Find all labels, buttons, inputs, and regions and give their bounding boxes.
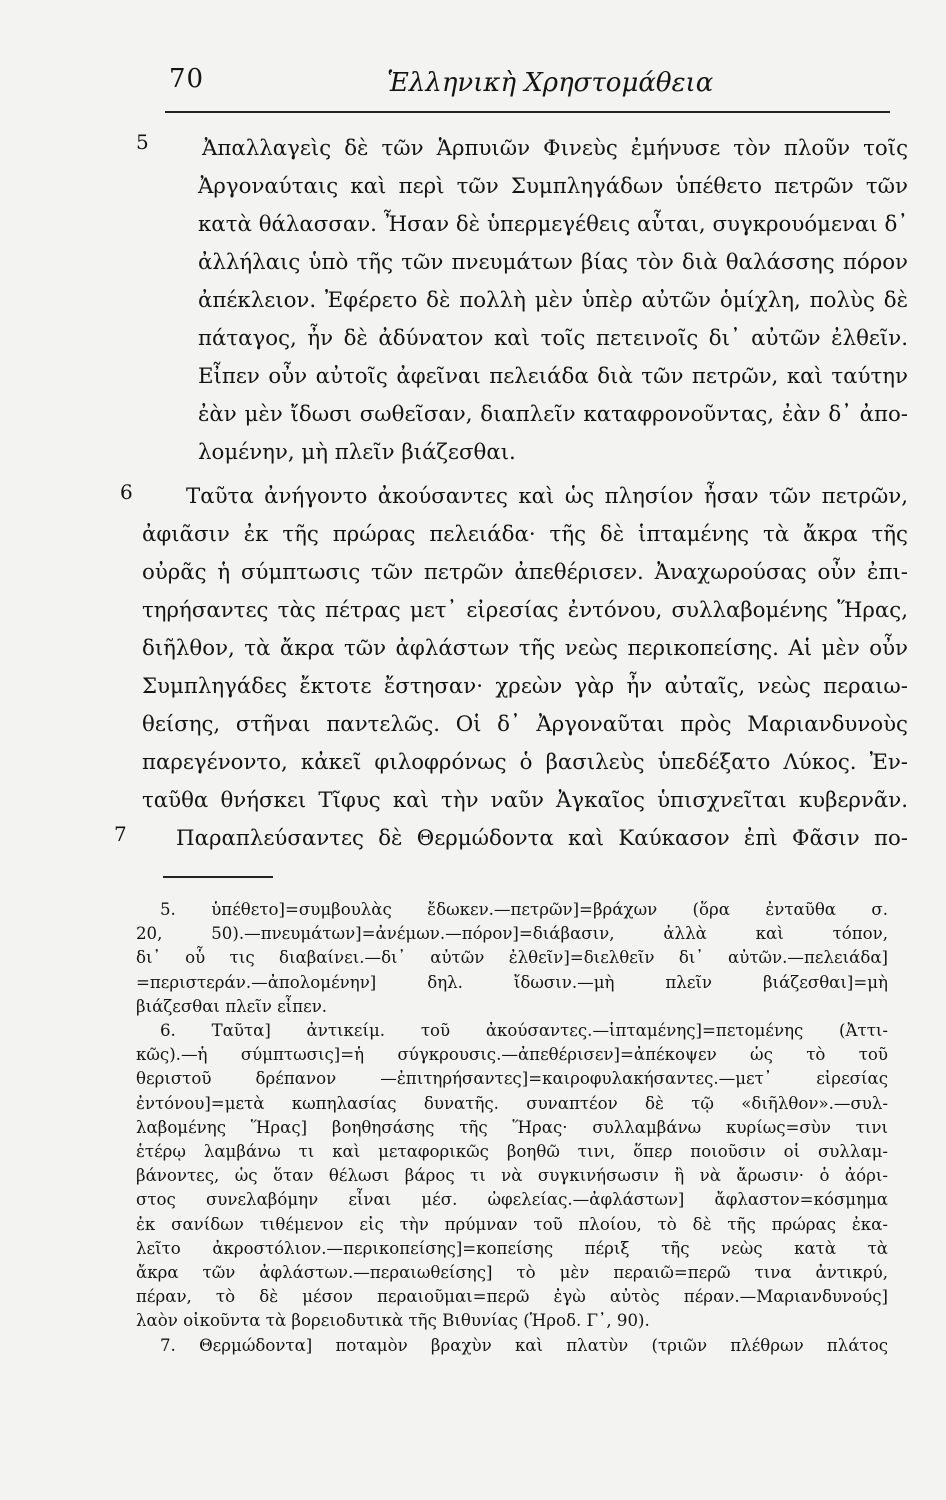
running-title: Ἑλληνικὴ Χρηστομάθεια: [387, 68, 714, 98]
text-line: ἀφιᾶσιν ἐκ τῆς πρώρας πελειάδα· τῆς δὲ ἱπταμένης τὰ ἄκρα τῆς: [142, 522, 908, 547]
text-line: οὐρᾶς ἡ σύμπτωσις τῶν πετρῶν ἀπεθέρισεν. Ἀναχωρούσας οὖν ἐπι-: [142, 560, 908, 585]
footnote-line: βιάζεσθαι πλεῖν εἶπεν.: [136, 996, 328, 1016]
footnote-line: ἐντόνου]=μετὰ κωπηλασίας δυνατῆς. συναπτέον δὲ τῷ «διῆλθον».—συλ-: [136, 1093, 888, 1113]
header-rule: [165, 111, 890, 113]
text-line: διῆλθον, τὰ ἄκρα τῶν ἀφλάστων τῆς νεὼς περικοπείσης. Αἱ μὲν οὖν: [142, 636, 908, 661]
footnote-line: ἐκ σανίδων τιθέμενον εἰς τὴν πρύμναν τοῦ πλοίου, τὸ δὲ τῆς πρώρας ἐκα-: [136, 1214, 888, 1234]
text-line: Συμπληγάδες ἔκτοτε ἔστησαν· χρεὼν γὰρ ἦν αὐταῖς, νεὼς περαιω-: [142, 674, 908, 699]
text-line: Ἀπαλλαγεὶς δὲ τῶν Ἁρπυιῶν Φινεὺς ἐμήνυσε τὸν πλοῦν τοῖς: [202, 136, 908, 161]
footnote-7: [136, 1334, 888, 1358]
text-line: Ταῦτα ἀνήγοντο ἀκούσαντες καὶ ὡς πλησίον ἦσαν τῶν πετρῶν,: [186, 484, 908, 509]
footnote-line: =περιστεράν.—ἀπολομένην] δηλ. ἴδωσιν.—μὴ πλεῖν βιάζεσθαι]=μὴ: [136, 972, 888, 992]
page-number: 70: [169, 64, 205, 94]
footnote-line: δι᾽ οὗ τις διαβαίνει.—δι᾽ αὐτῶν ἐλθεῖν]=διελθεῖν δι᾽ αὐτῶν.—πελειάδα]: [136, 948, 888, 968]
paragraph-number: 6: [120, 480, 133, 504]
paragraph-5: [138, 130, 908, 472]
paragraph-7: [114, 820, 908, 858]
footnote-rule: [163, 876, 273, 878]
main-text: [114, 130, 908, 858]
footnote-line: στος συνελαβόμην εἶναι μέσ. ὠφελείας.—ἀφλάστων] ἄφλαστον=κόσμημα: [136, 1190, 888, 1210]
footnote-line: πέραν, τὸ δὲ μέσον περαιοῦμαι=περῶ ἐγὼ αὐτὸς πέραν.—Μαριανδυνούς]: [136, 1287, 888, 1307]
text-line: πάταγος, ἦν δὲ ἀδύνατον καὶ τοῖς πετεινοῖς δι᾽ αὐτῶν ἐλθεῖν.: [198, 326, 908, 351]
text-line: Παραπλεύσαντες δὲ Θερμώδοντα καὶ Καύκασον ἐπὶ Φᾶσιν πο-: [176, 826, 908, 851]
footnote-line: θεριστοῦ δρέπανον —ἐπιτηρήσαντες]=καιροφυλακήσαντες.—μετ᾽ εἰρεσίας: [136, 1069, 888, 1089]
text-line: λομένην, μὴ πλεῖν βιάζεσθαι.: [198, 440, 516, 465]
footnote-5: [136, 898, 888, 1019]
text-line: ταῦθα θνήσκει Τῖφυς καὶ τὴν ναῦν Ἀγκαῖος ὑπισχνεῖται κυβερνᾶν.: [142, 788, 908, 813]
text-line: Ἀργοναύταις καὶ περὶ τῶν Συμπληγάδων ὑπέθετο πετρῶν τῶν: [198, 174, 908, 199]
footnote-line: κῶς).—ἡ σύμπτωσις]=ἡ σύγκρουσις.—ἀπεθέρισεν]=ἀπέκοψεν ὡς τὸ τοῦ: [136, 1045, 888, 1065]
text-line: Εἶπεν οὖν αὐτοῖς ἀφεῖναι πελειάδα διὰ τῶν πετρῶν, καὶ ταύτην: [198, 364, 908, 389]
text-line: παρεγένοντο, κἀκεῖ φιλοφρόνως ὁ βασιλεὺς ὑπεδέξατο Λύκος. Ἐν-: [142, 750, 908, 775]
footnote-line: λαβομένης Ἥρας] βοηθησάσης τῆς Ἥρας· συλλαμβάνω κυρίως=σὺν τινι: [136, 1117, 888, 1137]
footnote-line: 5. ὑπέθετο]=συμβουλὰς ἔδωκεν.—πετρῶν]=βράχων (ὅρα ἐνταῦθα σ.: [160, 900, 888, 919]
paragraph-number: 5: [136, 130, 149, 154]
footnote-line: βάνοντες, ὡς ὅταν θέλωσι βάρος τι νὰ συγκινήσωσιν ἢ νὰ ἄρωσιν· ὁ ἀόρι-: [136, 1166, 888, 1186]
text-line: ἐὰν μὲν ἴδωσι σωθεῖσαν, διαπλεῖν καταφρονοῦντας, ἐὰν δ᾽ ἀπο-: [198, 402, 908, 427]
text-line: θείσης, στῆναι παντελῶς. Οἱ δ᾽ Ἀργοναῦται πρὸς Μαριανδυνοὺς: [142, 712, 908, 737]
page-header: [165, 58, 885, 102]
text-line: κατὰ θάλασσαν. Ἦσαν δὲ ὑπερμεγέθεις αὗται, συγκρουόμεναι δ᾽: [198, 212, 908, 237]
footnote-line: λαὸν οἰκοῦντα τὰ βορειοδυτικὰ τῆς Βιθυνίας (Ἡροδ. Γ᾽, 90).: [136, 1311, 650, 1331]
footnotes: [136, 898, 888, 1358]
footnote-line: 6. Ταῦτα] ἀντικείμ. τοῦ ἀκούσαντες.—ἱπταμένης]=πετομένης (Ἀττι-: [160, 1021, 888, 1041]
text-line: τηρήσαντες τὰς πέτρας μετ᾽ εἰρεσίας ἐντόνου, συλλαβομένης Ἥρας,: [142, 598, 908, 623]
footnote-line: 20, 50).—πνευμάτων]=ἀνέμων.—πόρον]=διάβασιν, ἀλλὰ καὶ τόπον,: [136, 924, 888, 944]
footnote-line: λεῖτο ἀκροστόλιον.—περικοπείσης]=κοπείσης πέριξ τῆς νεὼς κατὰ τὰ: [136, 1238, 888, 1258]
paragraph-number: 7: [114, 822, 127, 846]
paragraph-6: [120, 478, 908, 820]
footnote-line: 7. Θερμώδοντα] ποταμὸν βραχὺν καὶ πλατὺν (τριῶν πλέθρων πλάτος: [160, 1335, 888, 1355]
footnote-line: ἄκρα τῶν ἀφλάστων.—περαιωθείσης] τὸ μὲν περαιῶ=περῶ τινα ἀντικρύ,: [136, 1263, 888, 1283]
footnote-6: [136, 1019, 888, 1334]
text-line: ἀλλήλαις ὑπὸ τῆς τῶν πνευμάτων βίας τὸν διὰ θαλάσσης πόρον: [198, 250, 908, 275]
text-line: ἀπέκλειον. Ἐφέρετο δὲ πολλὴ μὲν ὑπὲρ αὐτῶν ὁμίχλη, πολὺς δὲ: [198, 288, 908, 313]
footnote-line: ἑτέρῳ λαμβάνω τι καὶ μεταφορικῶς βοηθῶ τινι, ὅπερ ποιοῦσιν οἱ συλλαμ-: [136, 1142, 888, 1162]
